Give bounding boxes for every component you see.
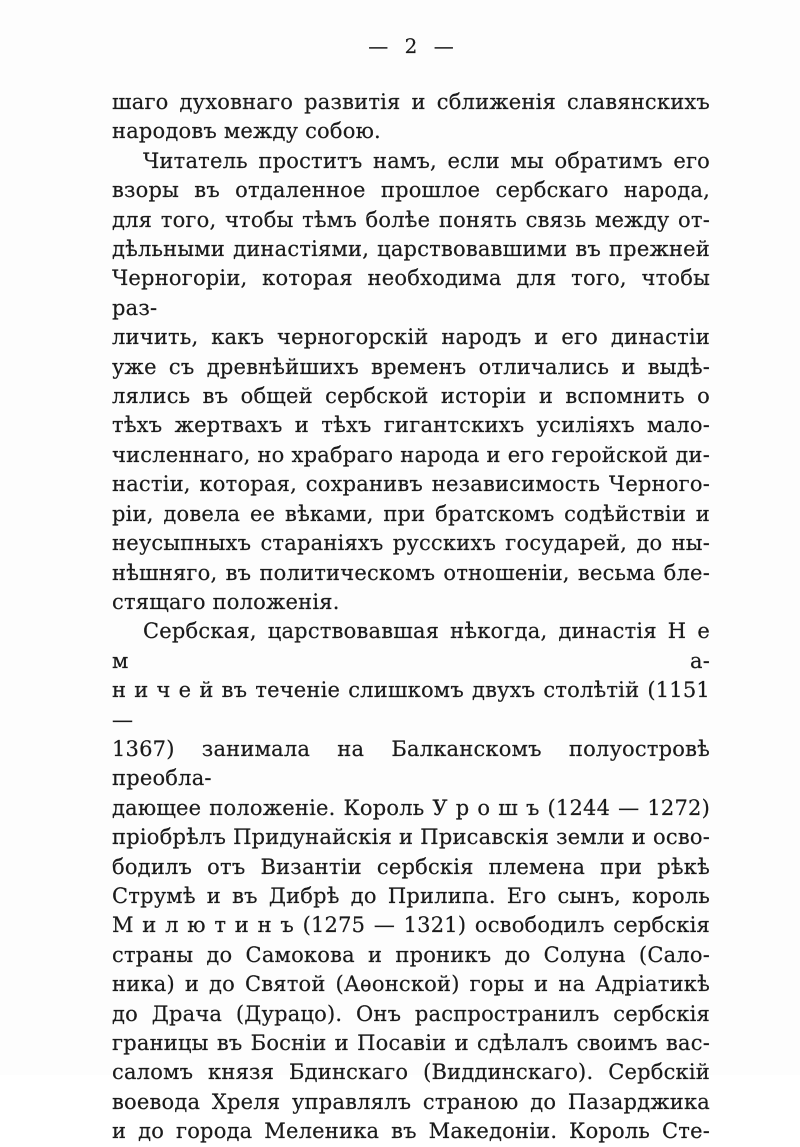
text-line: границы въ Босніи и Посавіи и сдѣлалъ своимъ вас-: [112, 1031, 710, 1055]
text-line: Струмѣ и въ Дибрѣ до Прилипа. Его сынъ, король: [112, 883, 710, 908]
text-line: Читатель проститъ намъ, если мы обратимъ его: [143, 148, 710, 173]
page-text: [112, 88, 710, 1147]
text-line: до Драча (Дурацо). Онъ распространилъ сербскія: [112, 1001, 710, 1026]
text-line: н и ч е й въ теченіе слишкомъ двухъ столѣтій (1151 —: [112, 678, 710, 732]
text-line: 1367) занимала на Балканскомъ полуостровѣ преобла-: [112, 736, 710, 791]
text-line: дающее положеніе. Король У р о ш ъ (1244 — 1272): [112, 795, 710, 820]
text-line: личить, какъ черногорскій народъ и его династіи: [112, 325, 710, 350]
text-line: ника) и до Святой (Аѳонской) горы и на Адріатикѣ: [112, 972, 710, 997]
text-line: тѣхъ жертвахъ и тѣхъ гигантскихъ усиліяхъ мало-: [112, 413, 710, 438]
text-line: взоры въ отдаленное прошлое сербскаго народа,: [112, 178, 710, 203]
text-line: для того, чтобы тѣмъ болѣе понять связь между от-: [112, 207, 710, 232]
text-line: бодилъ отъ Византіи сербскія племена при рѣкѣ: [112, 854, 710, 879]
text-line: уже съ древнѣйшихъ временъ отличались и выдѣ-: [112, 354, 710, 379]
text-line: Черногоріи, которая необходима для того, чтобы раз-: [112, 266, 710, 320]
text-line: нѣшняго, въ политическомъ отношеніи, весьма бле-: [112, 560, 710, 585]
text-line: саломъ князя Бдинскаго (Виддинскаго). Сербскій: [112, 1060, 710, 1085]
text-line: неусыпныхъ стараніяхъ русскихъ государей, до ны-: [112, 531, 710, 556]
text-line: численнаго, но храбраго народа и его геройской ди-: [112, 442, 710, 467]
text-line: страны до Самокова и проникъ до Солуна (Сало-: [112, 942, 710, 967]
page-header: [112, 34, 710, 58]
text-line: народовъ между собою.: [112, 119, 381, 144]
text-line: и до города Меленика въ Македоніи. Король Сте-: [112, 1119, 710, 1144]
text-line: лялись въ общей сербской исторіи и вспомнить о: [112, 384, 710, 409]
text-line: настіи, которая, сохранивъ независимость Черного-: [112, 472, 710, 497]
text-line: пріобрѣлъ Придунайскія и Присавскія земли и осво-: [112, 825, 710, 850]
text-line: воевода Хреля управлялъ страною до Пазарджика: [112, 1089, 710, 1114]
text-line: стящаго положенія.: [112, 589, 340, 614]
text-line: дѣльными династіями, царствовавшими въ прежней: [112, 237, 710, 262]
text-line: шаго духовнаго развитія и сближенія славянскихъ: [112, 90, 710, 114]
page-number: — 2 —: [368, 34, 454, 58]
text-line: М и л ю т и н ъ (1275 — 1321) освободилъ сербскія: [112, 913, 710, 938]
text-line: ріи, довела ее вѣками, при братскомъ содѣйствіи и: [112, 501, 710, 526]
text-line: Сербская, царствовавшая нѣкогда, династія Н е м а-: [112, 619, 710, 673]
